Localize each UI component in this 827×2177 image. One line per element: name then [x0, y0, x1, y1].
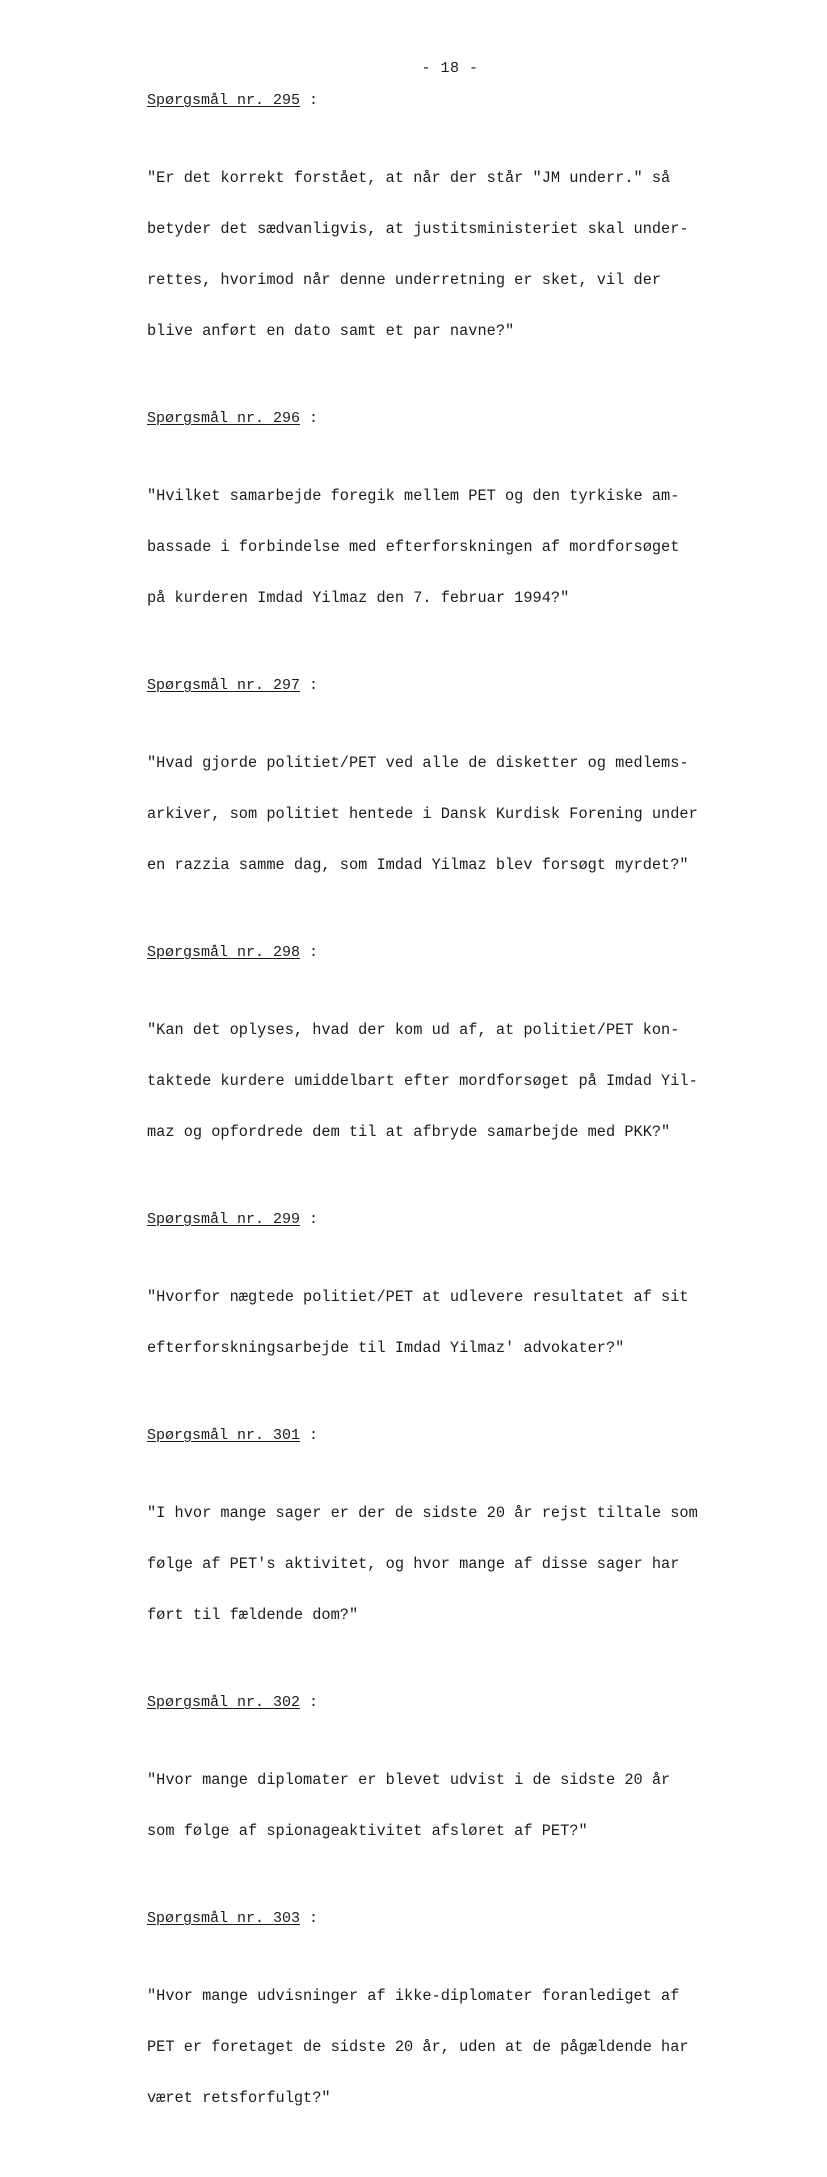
question-text-line: været retsforfulgt?"	[147, 2089, 331, 2107]
question-302	[147, 1694, 767, 1874]
question-heading	[147, 410, 767, 428]
question-label: Spørgsmål nr. 299	[147, 1211, 301, 1228]
question-text-line: rettes, hvorimod når denne underretning er sket, vil der	[147, 271, 662, 289]
question-text-line: "Hvor mange diplomater er blevet udvist i de sidste 20 år	[147, 1771, 671, 1789]
page-number: - 18 -	[421, 60, 479, 77]
question-text-line: "Hvilket samarbejde foregik mellem PET og den tyrkiske am-	[147, 487, 680, 505]
question-text	[147, 454, 767, 641]
question-text	[147, 1471, 767, 1658]
question-text-line: "Kan det oplyses, hvad der kom ud af, at politiet/PET kon-	[147, 1021, 680, 1039]
question-text-line: "Hvorfor nægtede politiet/PET at udlevere resultatet af sit	[147, 1288, 689, 1306]
question-text-line: "Er det korrekt forstået, at når der står "JM underr." så	[147, 169, 671, 187]
question-label-suffix: :	[300, 1211, 319, 1228]
question-text-line: bassade i forbindelse med efterforskningen af mordforsøget	[147, 538, 680, 556]
question-text-line: "Hvor mange udvisninger af ikke-diplomater foranlediget af	[147, 1987, 680, 2005]
question-text-line: blive anført en dato samt et par navne?"	[147, 322, 515, 340]
question-text	[147, 1954, 767, 2141]
question-text-line: arkiver, som politiet hentede i Dansk Kurdisk Forening under	[147, 805, 698, 823]
question-text-line: ført til fældende dom?"	[147, 1606, 359, 1624]
question-299	[147, 1211, 767, 1391]
question-text-line: som følge af spionageaktivitet afsløret af PET?"	[147, 1822, 588, 1840]
question-heading	[147, 944, 767, 962]
question-heading	[147, 92, 767, 110]
question-heading	[147, 1427, 767, 1445]
question-298	[147, 944, 767, 1175]
question-label-suffix: :	[300, 1910, 319, 1927]
question-label-suffix: :	[300, 677, 319, 694]
question-label-suffix: :	[300, 410, 319, 427]
question-text-line: taktede kurdere umiddelbart efter mordforsøget på Imdad Yil-	[147, 1072, 698, 1090]
question-text	[147, 721, 767, 908]
question-text-line: "Hvad gjorde politiet/PET ved alle de disketter og medlems-	[147, 754, 689, 772]
question-text	[147, 1255, 767, 1391]
question-text-line: betyder det sædvanligvis, at justitsministeriet skal under-	[147, 220, 689, 238]
question-label-suffix: :	[300, 92, 319, 109]
question-text-line: "I hvor mange sager er der de sidste 20 år rejst tiltale som	[147, 1504, 698, 1522]
question-text-line: en razzia samme dag, som Imdad Yilmaz blev forsøgt myrdet?"	[147, 856, 689, 874]
question-heading	[147, 1211, 767, 1229]
question-297	[147, 677, 767, 908]
question-text-line: følge af PET's aktivitet, og hvor mange af disse sager har	[147, 1555, 680, 1573]
question-label: Spørgsmål nr. 303	[147, 1910, 301, 1927]
question-text	[147, 988, 767, 1175]
question-text	[147, 136, 767, 374]
question-303	[147, 1910, 767, 2141]
question-text	[147, 1738, 767, 1874]
question-296	[147, 410, 767, 641]
question-text-line: maz og opfordrede dem til at afbryde samarbejde med PKK?"	[147, 1123, 671, 1141]
question-heading	[147, 1910, 767, 1928]
question-heading	[147, 677, 767, 695]
question-label: Spørgsmål nr. 296	[147, 410, 301, 427]
question-label: Spørgsmål nr. 295	[147, 92, 301, 109]
question-label: Spørgsmål nr. 298	[147, 944, 301, 961]
question-list	[147, 92, 767, 2177]
question-heading	[147, 1694, 767, 1712]
question-text-line: på kurderen Imdad Yilmaz den 7. februar 1994?"	[147, 589, 570, 607]
question-text-line: PET er foretaget de sidste 20 år, uden at de pågældende har	[147, 2038, 689, 2056]
question-295	[147, 92, 767, 374]
question-label: Spørgsmål nr. 297	[147, 677, 301, 694]
question-label-suffix: :	[300, 1427, 319, 1444]
question-label: Spørgsmål nr. 301	[147, 1427, 301, 1444]
question-label-suffix: :	[300, 1694, 319, 1711]
question-label: Spørgsmål nr. 302	[147, 1694, 301, 1711]
question-text-line: efterforskningsarbejde til Imdad Yilmaz' advokater?"	[147, 1339, 625, 1357]
question-301	[147, 1427, 767, 1658]
question-label-suffix: :	[300, 944, 319, 961]
